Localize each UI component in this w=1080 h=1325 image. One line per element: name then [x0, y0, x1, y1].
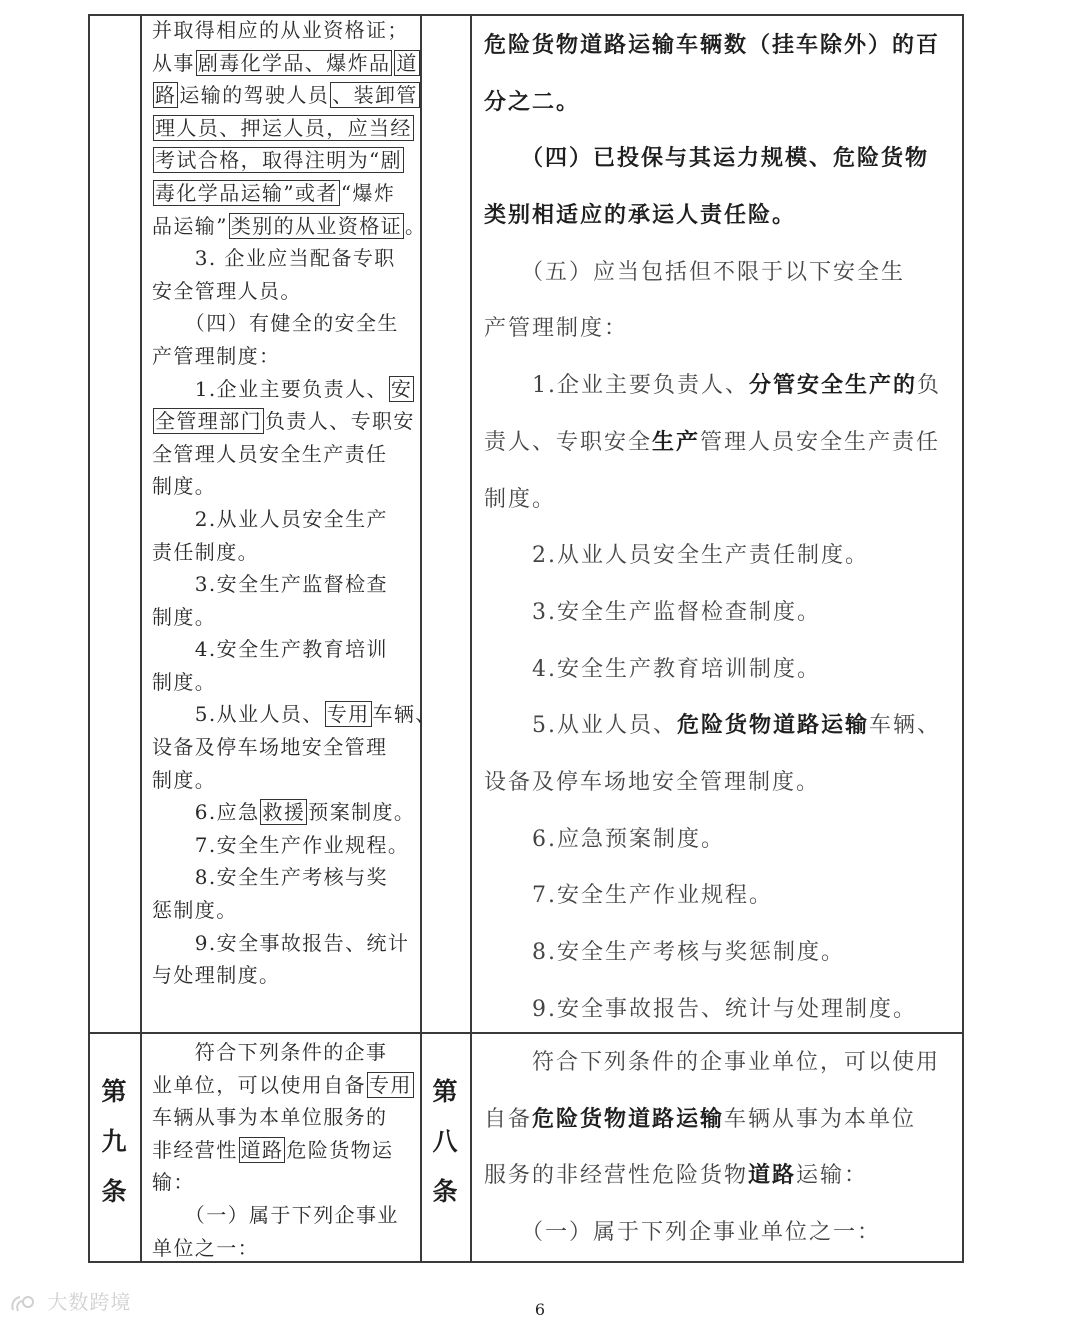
text-segment: （一）属于下列企事业单位之一：: [484, 1220, 882, 1246]
article-char: 九: [101, 1127, 127, 1156]
article-char: 第: [101, 1077, 127, 1106]
old-text-column: [152, 14, 437, 992]
text-segment: 4.安全生产教育培训制度。: [484, 656, 821, 682]
bold-text: 危险货物道路运输: [532, 1106, 725, 1132]
boxed-text: 专用: [369, 1072, 412, 1097]
text-line: [152, 307, 417, 340]
text-segment: 负: [917, 373, 942, 399]
text-segment: 运输的驾驶人员: [179, 83, 330, 108]
text-line: [152, 1101, 417, 1134]
text-line: [152, 568, 417, 601]
text-segment: 3. 企业应当配备专职: [152, 246, 396, 271]
text-line: [152, 861, 417, 894]
text-line: [484, 75, 954, 132]
text-line: [484, 528, 954, 585]
text-segment: 制度。: [152, 669, 217, 694]
bold-text: 道路: [748, 1163, 797, 1189]
text-line: [152, 470, 417, 503]
text-segment: 3.安全生产监督检查: [152, 572, 388, 597]
text-line: [484, 812, 954, 869]
text-segment: （五）应当包括但不限于以下安全生: [484, 259, 906, 285]
text-segment: 负责人、专职安: [265, 409, 415, 434]
text-segment: 与处理制度。: [152, 963, 281, 988]
text-line: [484, 358, 954, 415]
text-segment: 车辆、: [372, 702, 437, 727]
text-line: [484, 642, 954, 699]
text-segment: 业单位，可以使用自备: [152, 1072, 366, 1097]
text-segment: 2.从业人员安全生产: [152, 506, 388, 531]
boxed-text: 道: [396, 50, 418, 75]
text-line: [484, 868, 954, 925]
text-line: [152, 633, 417, 666]
text-line: [484, 982, 954, 1039]
text-line: [152, 14, 417, 47]
text-line: [152, 405, 417, 438]
bold-text: 生产: [652, 429, 701, 455]
boxed-text: 救援: [262, 800, 306, 825]
text-segment: 责任制度。: [152, 539, 259, 564]
text-segment: 惩制度。: [152, 898, 238, 923]
text-segment: 8.安全生产考核与奖: [152, 865, 388, 890]
text-line: [152, 373, 417, 406]
text-line: [152, 601, 417, 634]
article-char: 八: [432, 1127, 458, 1156]
page-number: 6: [534, 1300, 546, 1319]
text-line: [484, 188, 954, 245]
text-segment: 并取得相应的从业资格证；: [152, 18, 409, 42]
text-segment: 符合下列条件的企事业单位，可以使用: [484, 1050, 941, 1075]
text-segment: 制度。: [484, 486, 557, 512]
text-line: [152, 927, 417, 960]
bold-text: 危险货物道路运输车辆数（挂车除外）的百: [484, 33, 941, 58]
text-segment: （四）有健全的安全生: [152, 311, 399, 336]
text-line: [152, 275, 417, 308]
watermark-text: 大数跨境: [47, 1290, 132, 1314]
watermark: [10, 1286, 131, 1315]
text-segment: 5.从业人员、: [484, 713, 677, 739]
text-line: [152, 1166, 417, 1199]
text-segment: 车辆、: [869, 713, 942, 739]
text-segment: 设备及停车场地安全管理制度。: [484, 769, 821, 795]
text-line: [152, 1199, 417, 1232]
text-segment: 7.安全生产作业规程。: [152, 832, 410, 857]
table-border-right: [962, 14, 964, 1261]
text-line: [152, 764, 417, 797]
bold-text: 分之二。: [484, 89, 581, 115]
text-segment: 运输：: [796, 1163, 869, 1189]
text-segment: 制度。: [152, 604, 217, 629]
text-segment: 管理人员安全生产责任: [700, 429, 941, 455]
text-line: [484, 1148, 954, 1205]
text-line: [152, 1069, 417, 1102]
text-line: [484, 245, 954, 302]
text-line: [152, 698, 437, 731]
text-line: [152, 112, 417, 145]
new-article-text: [484, 1035, 954, 1262]
text-line: [152, 1232, 417, 1265]
boxed-text: 、装卸管: [332, 83, 418, 108]
article-char: 条: [432, 1177, 458, 1206]
text-segment: 从事: [152, 50, 195, 75]
text-line: [152, 144, 417, 177]
boxed-text: 全管理部门: [155, 409, 262, 434]
text-segment: 单位之一：: [152, 1235, 259, 1260]
text-segment: 车辆从事为本单位服务的: [152, 1105, 388, 1130]
article-label-new: [425, 1074, 465, 1210]
text-segment: “爆炸: [340, 180, 396, 205]
text-segment: 产管理制度：: [152, 343, 281, 368]
bold-text: 危险货物道路运输: [677, 713, 870, 739]
text-segment: 1.企业主要负责人、: [152, 376, 388, 401]
boxed-text: 专用: [326, 702, 370, 727]
text-segment: 责人、专职安全: [484, 429, 653, 455]
text-segment: 7.安全生产作业规程。: [484, 883, 773, 909]
text-segment: 非经营性: [152, 1137, 238, 1162]
article-char: 条: [101, 1177, 127, 1206]
bold-text: （四）已投保与其运力规模、危险货物: [484, 146, 930, 172]
text-line: [152, 959, 417, 992]
text-line: [484, 415, 954, 472]
text-line: [484, 301, 954, 358]
text-segment: 3.安全生产监督检查制度。: [484, 599, 821, 625]
text-segment: 2.从业人员安全生产责任制度。: [484, 543, 869, 569]
text-segment: 服务的非经营性危险货物: [484, 1163, 749, 1189]
text-line: [152, 242, 417, 275]
text-line: [152, 503, 417, 536]
text-segment: 。: [405, 213, 427, 238]
text-line: [152, 79, 417, 112]
text-segment: 8.安全生产考核与奖惩制度。: [484, 940, 845, 965]
new-text-column: [484, 18, 954, 1038]
table-border-left: [88, 14, 90, 1261]
text-line: [484, 925, 954, 982]
table-divider-1: [140, 14, 142, 1261]
text-segment: 4.安全生产教育培训: [152, 637, 388, 662]
text-segment: 车辆从事为本单位: [724, 1106, 917, 1132]
boxed-text: 安: [390, 376, 413, 401]
text-line: [152, 666, 417, 699]
text-line: [152, 1134, 417, 1167]
text-line: [152, 438, 417, 471]
text-segment: 自备: [484, 1106, 533, 1132]
text-line: [484, 1092, 954, 1149]
text-line: [484, 755, 954, 812]
watermark-logo-icon: [10, 1294, 36, 1314]
boxed-text: 理人员、押运人员，应当经: [155, 115, 412, 140]
text-line: [152, 340, 417, 373]
bold-text: 类别相适应的承运人责任险。: [484, 203, 797, 229]
text-segment: 预案制度。: [308, 800, 416, 825]
text-segment: 9.安全事故报告、统计: [152, 930, 410, 955]
text-segment: 品运输”: [152, 213, 228, 238]
text-segment: 全管理人员安全生产责任: [152, 441, 388, 466]
text-segment: 制度。: [152, 474, 217, 499]
text-segment: 5.从业人员、: [152, 702, 324, 727]
text-line: [152, 731, 417, 764]
bold-text: 分管安全生产的: [749, 373, 918, 399]
text-line: [152, 796, 417, 829]
text-line: [484, 698, 954, 755]
text-segment: 设备及停车场地安全管理: [152, 735, 388, 760]
text-line: [152, 1036, 417, 1069]
article-char: 第: [432, 1077, 458, 1106]
text-segment: 制度。: [152, 767, 217, 792]
text-segment: 输：: [152, 1170, 195, 1195]
text-line: [484, 1035, 954, 1092]
boxed-text: 剧毒化学品、爆炸品: [197, 50, 391, 75]
table-divider-2: [420, 14, 422, 1261]
text-segment: 1.企业主要负责人、: [484, 373, 749, 399]
text-segment: 安全管理人员。: [152, 278, 302, 303]
text-line: [152, 829, 417, 862]
text-segment: 产管理制度：: [484, 316, 629, 342]
boxed-text: 考试合格，取得注明为“剧: [155, 148, 403, 173]
text-segment: 危险货物运: [286, 1137, 394, 1162]
text-line: [152, 210, 427, 243]
text-line: [484, 585, 954, 642]
boxed-text: 毒化学品运输”或者: [155, 180, 338, 205]
article-label-old: [94, 1074, 134, 1210]
text-segment: 9.安全事故报告、统计与处理制度。: [484, 996, 917, 1022]
boxed-text: 类别的从业资格证: [230, 213, 403, 238]
table-divider-3: [470, 14, 472, 1261]
text-line: [484, 1205, 954, 1262]
old-article-text: [152, 1036, 417, 1264]
text-segment: （一）属于下列企事业: [152, 1202, 399, 1227]
text-segment: 符合下列条件的企事: [152, 1040, 388, 1064]
text-line: [484, 18, 954, 75]
text-line: [484, 131, 954, 188]
text-line: [152, 177, 417, 210]
text-line: [152, 894, 417, 927]
text-line: [152, 536, 417, 569]
text-segment: 6.应急: [152, 800, 260, 825]
text-line: [152, 47, 417, 80]
boxed-text: 路: [155, 83, 177, 108]
boxed-text: 道路: [240, 1137, 284, 1162]
text-segment: 6.应急预案制度。: [484, 826, 725, 852]
text-line: [484, 472, 954, 529]
